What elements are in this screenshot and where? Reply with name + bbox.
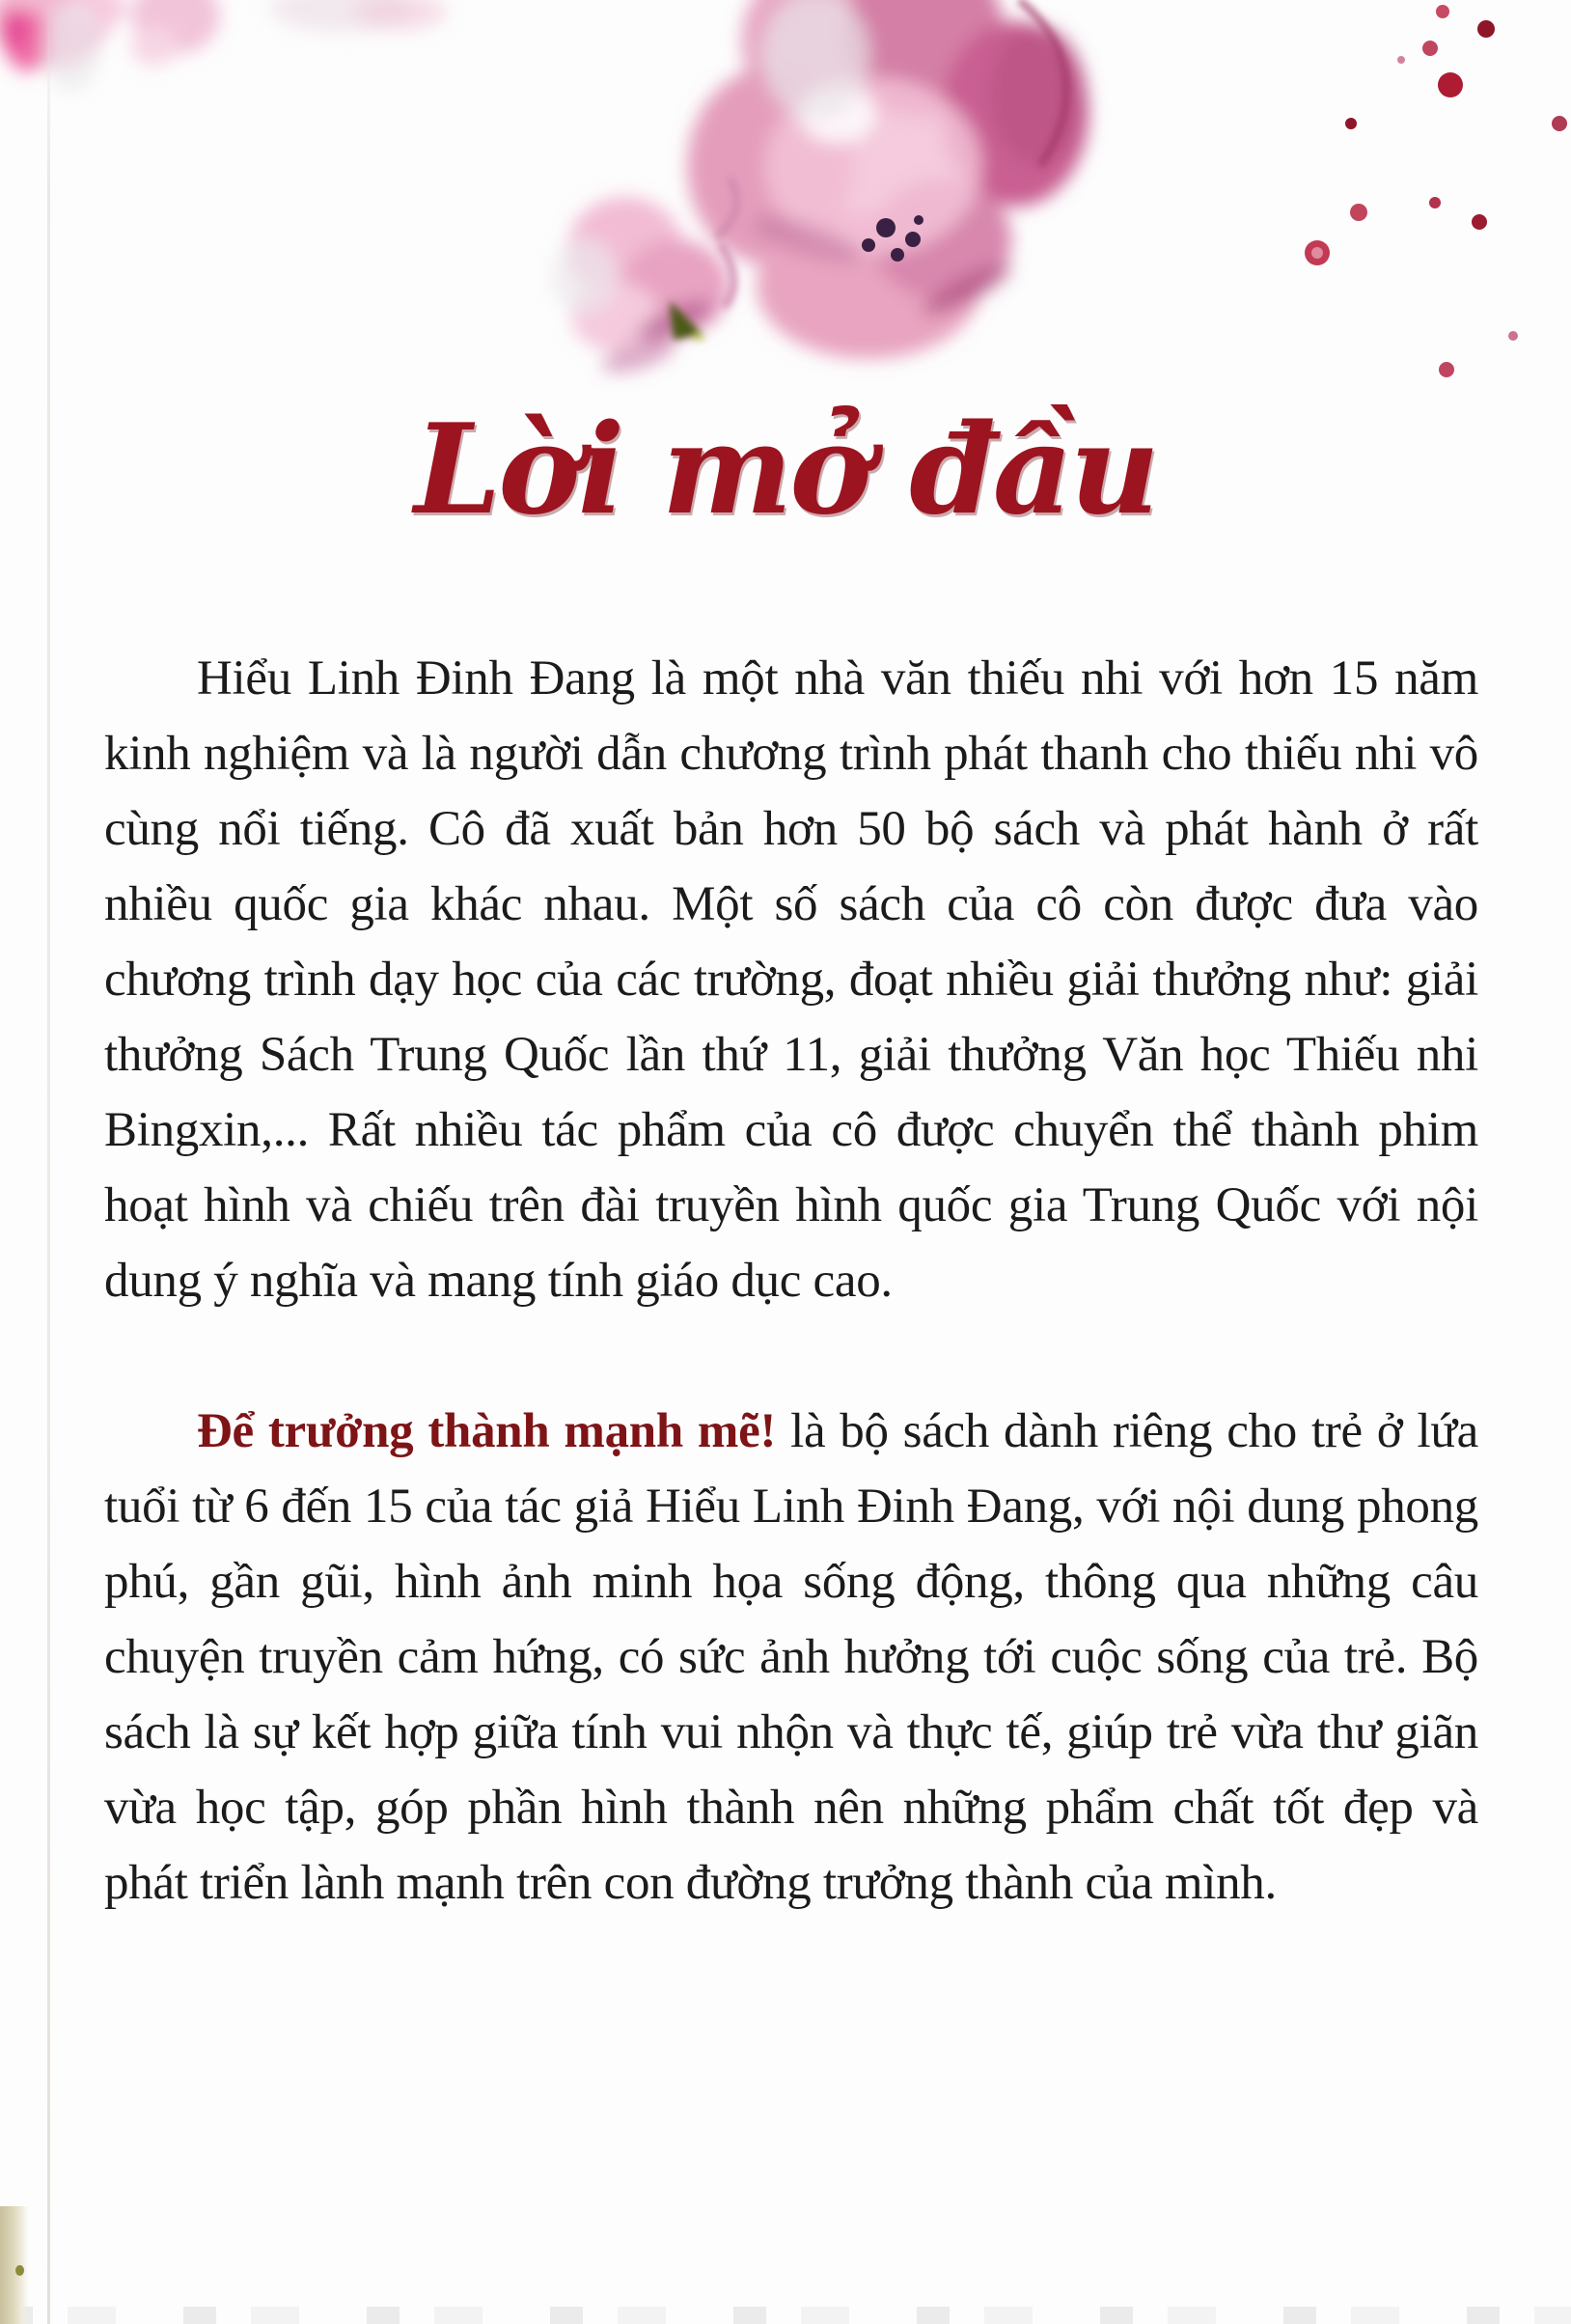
series-paragraph: [104, 1394, 1478, 1921]
flower-center-dots-icon: [862, 215, 923, 262]
paint-splatter-icon: [1305, 5, 1567, 377]
series-paragraph-text: là bộ sách dành riêng cho trẻ ở lứa tuổi từ 6 đến 15 của tác giả Hiểu Linh Đinh Đang, với nội dung phong phú, gần gũi, hình ảnh minh họa sống động, thông qua những câu chuyện truyền cảm hứng, có sức ảnh hưởng tới cuộc sống của trẻ. Bộ sách là sự kết hợp giữa tính vui nhộn và thực tế, giúp trẻ vừa thư giãn vừa học tập, góp phần hình thành nên những phẩm chất tốt đẹp và phát triển lành mạnh trên con đường trưởng thành của mình.: [104, 1404, 1479, 1910]
page-bottom-scan-noise: [0, 2307, 1571, 2324]
intro-paragraph: Hiểu Linh Đinh Đang là một nhà văn thiếu nhi với hơn 15 năm kinh nghiệm và là người dẫn chương trình phát thanh cho thiếu nhi vô cùng nổi tiếng. Cô đã xuất bản hơn 50 bộ sách và phát hành ở rất nhiều quốc gia khác nhau. Một số sách của cô còn được đưa vào chương trình dạy học của các trường, đoạt nhiều giải thưởng như: giải thưởng Sách Trung Quốc lần thứ 11, giải thưởng Văn học Thiếu nhi Bingxin,... Rất nhiều tác phẩm của cô được chuyển thể thành phim hoạt hình và chiếu trên đài truyền hình quốc gia Trung Quốc với nội dung ý nghĩa và mang tính giáo dục cao.: [104, 651, 1478, 1308]
watercolor-flower-large-icon: [687, 0, 1089, 359]
series-title: Để trưởng thành mạnh mẽ!: [197, 1404, 777, 1458]
watercolor-flower-small-icon: [552, 178, 736, 380]
preface-text: [104, 641, 1478, 1921]
page-title: Lời mở đầu: [414, 398, 1157, 542]
title-block: [0, 374, 1571, 566]
page-edge-line: [47, 0, 50, 2324]
watercolor-blob-top-left-icon: [0, 0, 447, 91]
page-corner-edge: [0, 2206, 29, 2324]
flower-leaf-icon: [670, 301, 706, 340]
page-corner-speck: [15, 2265, 24, 2276]
